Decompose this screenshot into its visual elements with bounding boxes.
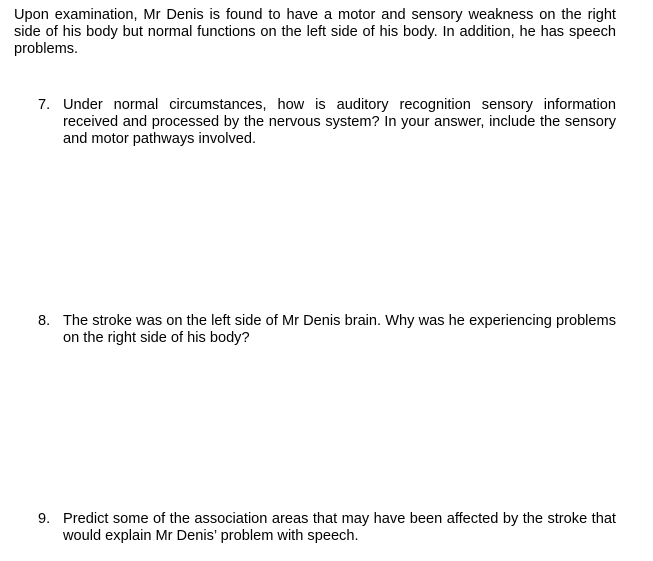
- question-9: [38, 511, 616, 545]
- question-number: 7.: [38, 97, 51, 113]
- question-number: 8.: [38, 313, 51, 329]
- question-text: The stroke was on the left side of Mr Denis brain. Why was he experiencing problems on the right side of his body?: [63, 313, 616, 346]
- question-7: [38, 97, 616, 148]
- question-text: Predict some of the association areas that may have been affected by the stroke that would explain Mr Denis’ problem with speech.: [63, 511, 616, 544]
- question-8: [38, 313, 616, 347]
- question-text: Under normal circumstances, how is auditory recognition sensory information received and processed by the nervous system? In your answer, include the sensory and motor pathways involved.: [63, 97, 616, 147]
- question-number: 9.: [38, 511, 51, 527]
- intro-paragraph: Upon examination, Mr Denis is found to have a motor and sensory weakness on the right side of his body but normal functions on the left side of his body. In addition, he has speech problems.: [14, 7, 616, 57]
